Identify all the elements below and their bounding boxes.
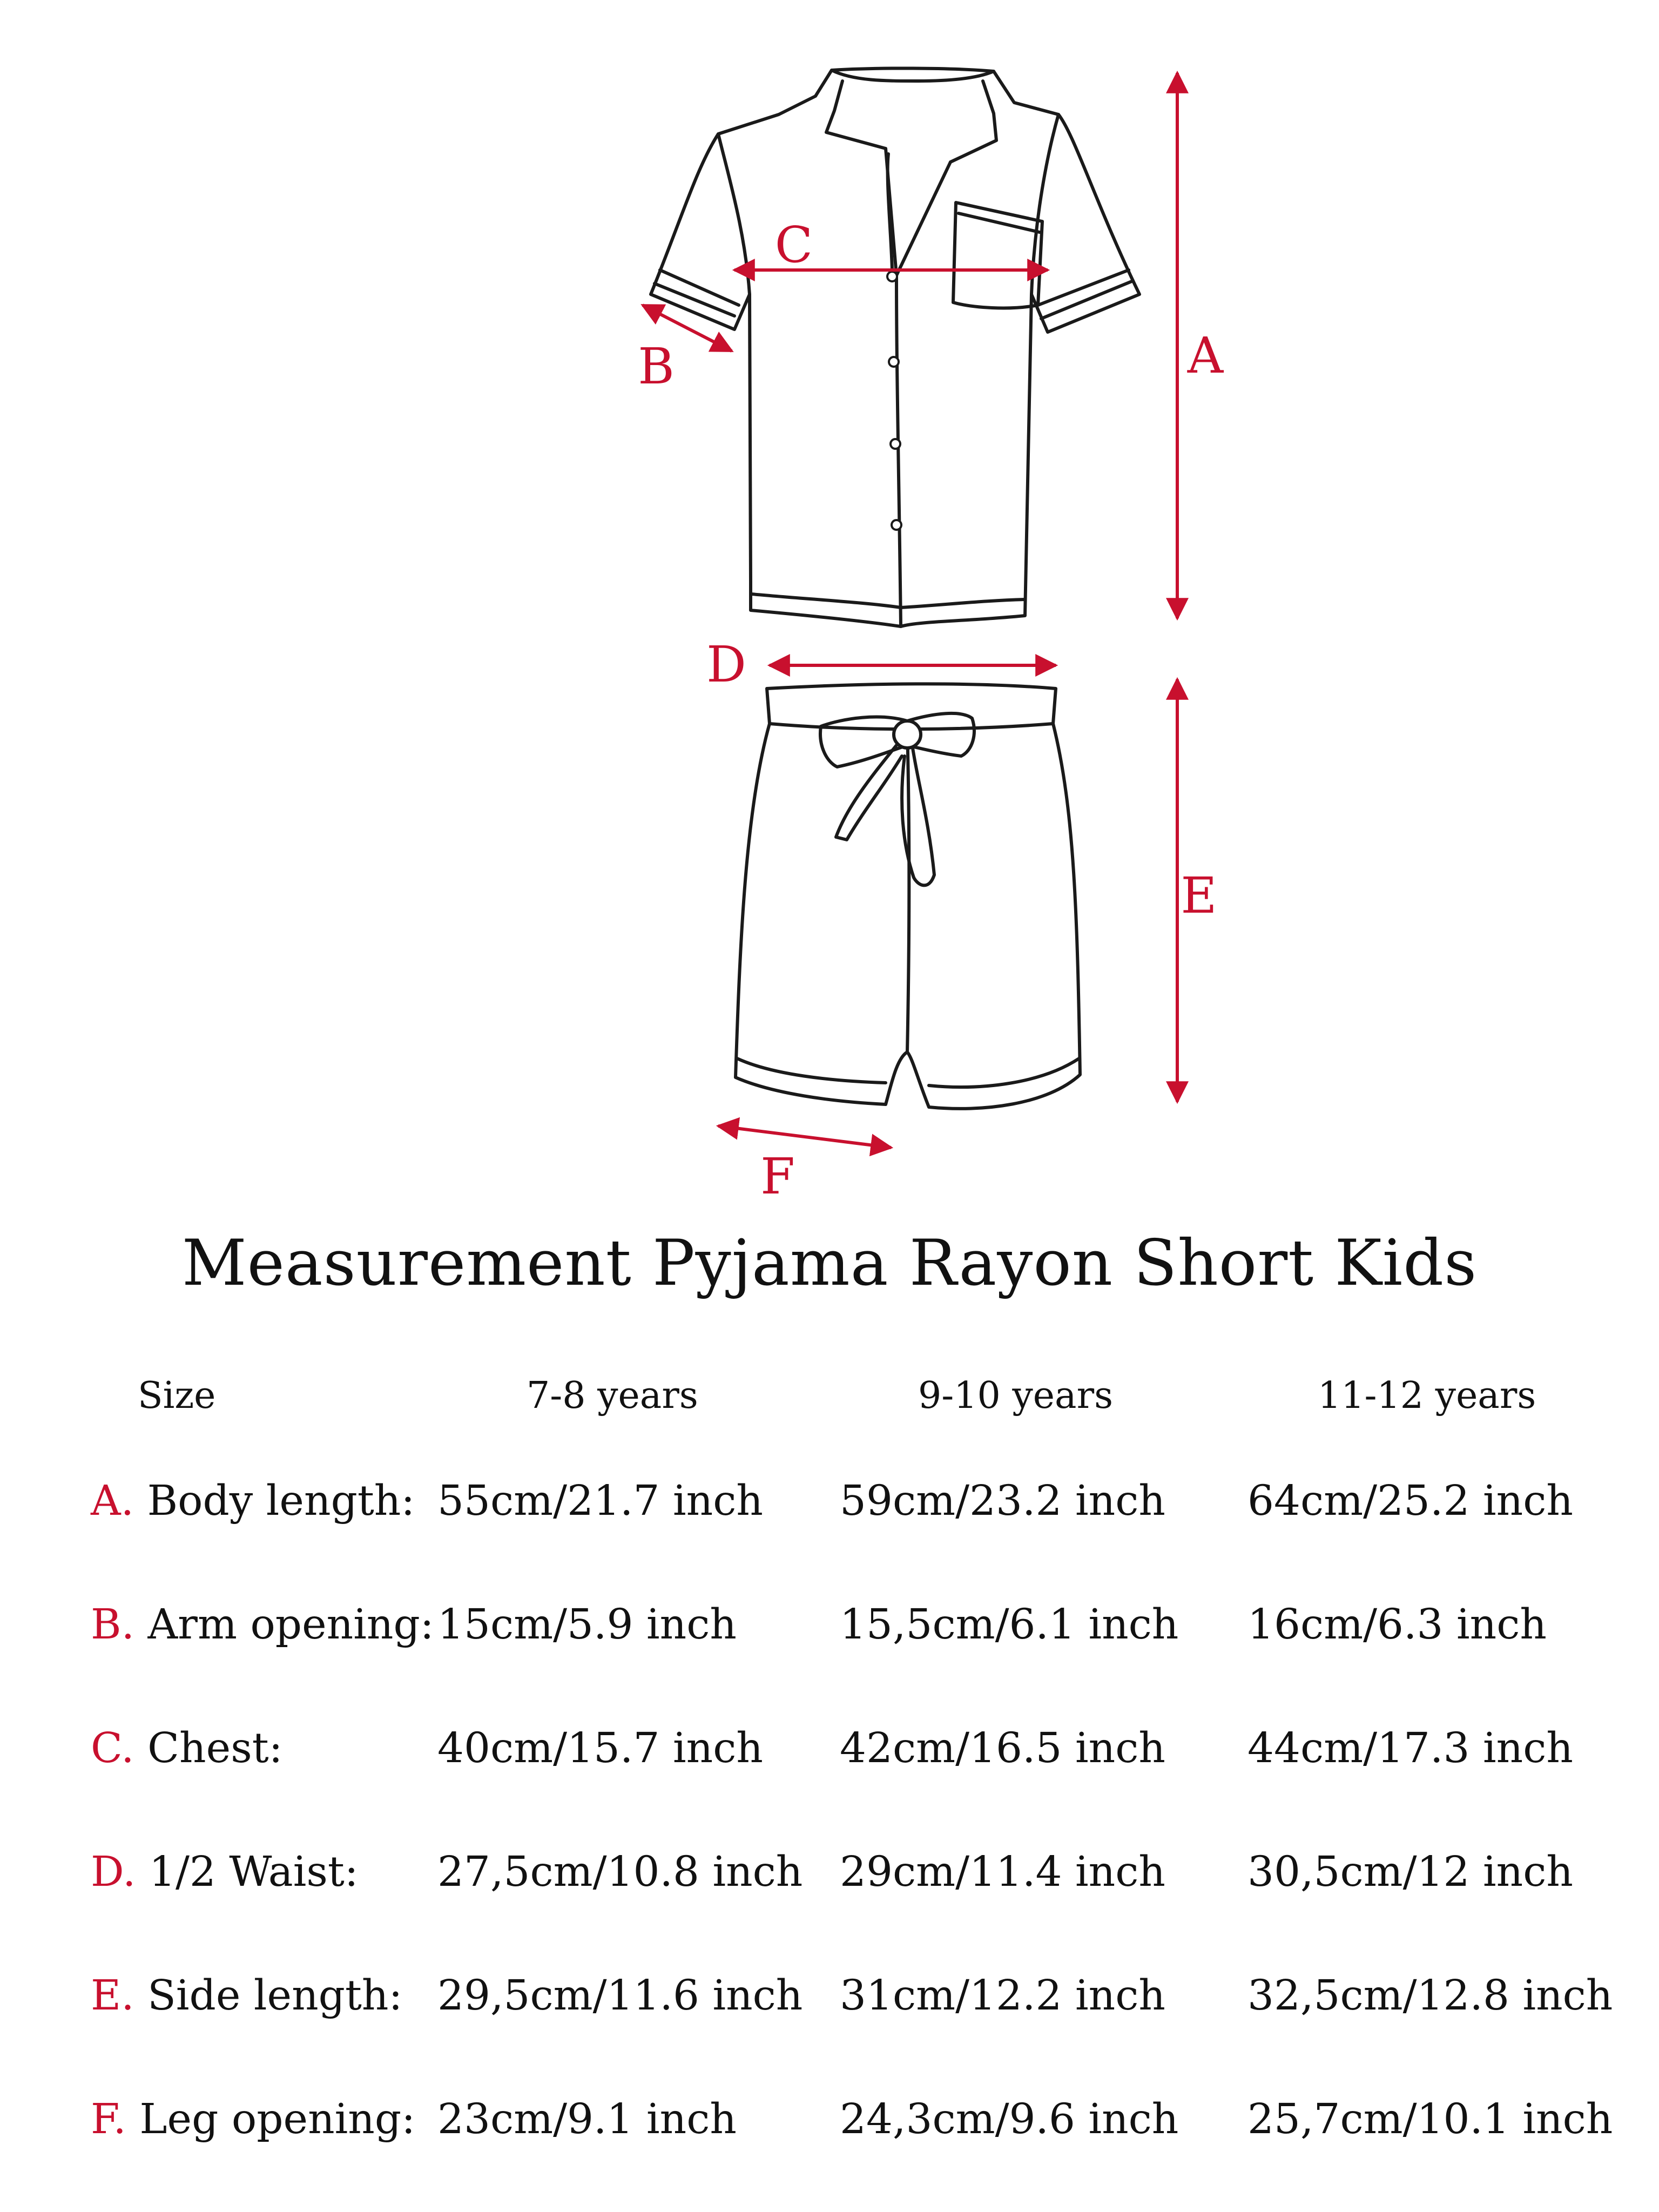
label-b: B xyxy=(638,338,675,395)
row-letter: F. xyxy=(91,2095,126,2143)
value-cell: 44cm/17.3 inch xyxy=(1247,1724,1573,1772)
value-cell: 64cm/25.2 inch xyxy=(1247,1477,1573,1525)
table-row xyxy=(0,1477,1659,1542)
row-letter: C. xyxy=(91,1724,134,1772)
label-d: D xyxy=(706,636,746,693)
value-cell: 55cm/21.7 inch xyxy=(437,1477,763,1525)
value-cell: 27,5cm/10.8 inch xyxy=(437,1848,803,1896)
value-cell: 24,3cm/9.6 inch xyxy=(840,2095,1179,2143)
row-label: Leg opening: xyxy=(139,2095,416,2143)
size-col-2: 9-10 years xyxy=(918,1374,1113,1417)
value-cell: 31cm/12.2 inch xyxy=(840,1972,1165,2020)
label-f: F xyxy=(760,1148,795,1205)
table-row xyxy=(0,1724,1659,1789)
row-letter: A. xyxy=(91,1477,134,1525)
table-row xyxy=(0,1848,1659,1913)
table-row xyxy=(0,2095,1659,2160)
value-cell: 15cm/5.9 inch xyxy=(437,1601,737,1649)
row-letter: D. xyxy=(91,1848,136,1896)
label-c: C xyxy=(774,216,813,274)
value-cell: 29,5cm/11.6 inch xyxy=(437,1972,803,2020)
value-cell: 16cm/6.3 inch xyxy=(1247,1601,1547,1649)
row-label: Body length: xyxy=(147,1477,415,1525)
row-label: Arm opening: xyxy=(147,1601,434,1649)
value-cell: 30,5cm/12 inch xyxy=(1247,1848,1573,1896)
page-title: Measurement Pyjama Rayon Short Kids xyxy=(181,1226,1478,1300)
value-cell: 29cm/11.4 inch xyxy=(840,1848,1165,1896)
value-cell: 23cm/9.1 inch xyxy=(437,2095,737,2143)
size-header: Size xyxy=(138,1374,216,1417)
row-label: 1/2 Waist: xyxy=(149,1848,359,1896)
value-cell: 59cm/23.2 inch xyxy=(840,1477,1165,1525)
value-cell: 32,5cm/12.8 inch xyxy=(1247,1972,1613,2020)
value-cell: 42cm/16.5 inch xyxy=(840,1724,1165,1772)
size-col-1: 7-8 years xyxy=(527,1374,698,1417)
shorts-outline xyxy=(736,684,1080,1109)
value-cell: 25,7cm/10.1 inch xyxy=(1247,2095,1613,2143)
value-cell: 40cm/15.7 inch xyxy=(437,1724,763,1772)
arrow-f xyxy=(718,1126,891,1148)
row-letter: B. xyxy=(91,1601,135,1649)
table-row xyxy=(0,1972,1659,2036)
row-letter: E. xyxy=(91,1972,134,2020)
label-e: E xyxy=(1181,867,1217,925)
row-label: Chest: xyxy=(147,1724,283,1772)
size-col-3: 11-12 years xyxy=(1318,1374,1536,1417)
table-row xyxy=(0,1601,1659,1665)
row-label: Side length: xyxy=(147,1972,403,2020)
label-a: A xyxy=(1187,327,1224,385)
value-cell: 15,5cm/6.1 inch xyxy=(840,1601,1179,1649)
